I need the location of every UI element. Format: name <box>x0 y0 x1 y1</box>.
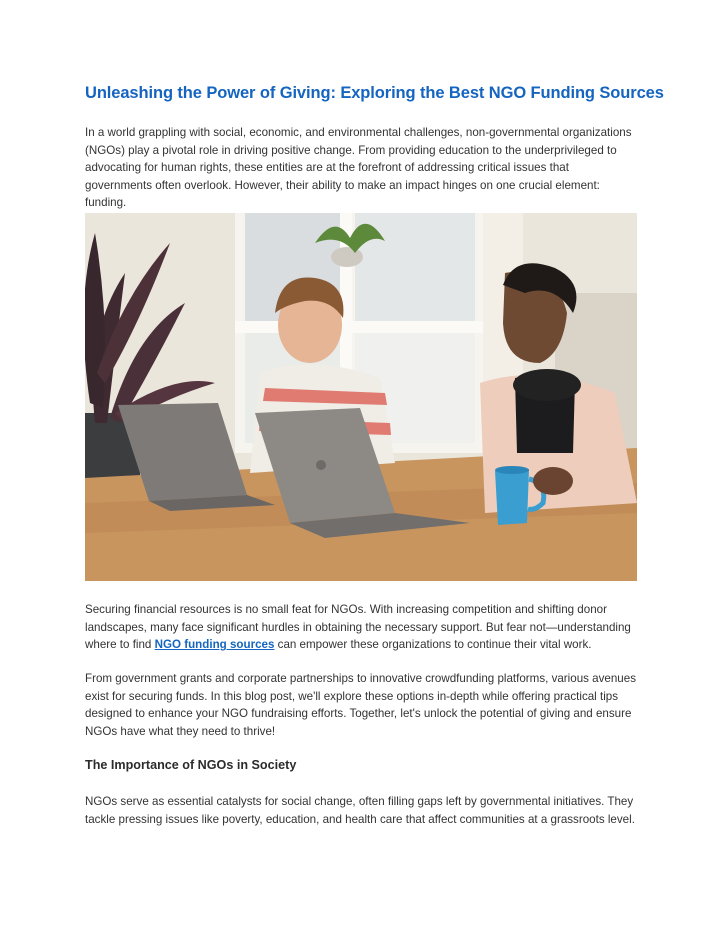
ngo-funding-sources-link[interactable]: NGO funding sources <box>154 638 275 651</box>
article-photo <box>85 213 637 581</box>
article-title: Unleashing the Power of Giving: Exploring the Best NGO Funding Sources <box>85 84 664 102</box>
funding-paragraph-end: can empower these organizations to continue their vital work. <box>274 638 592 651</box>
options-paragraph: From government grants and corporate partnerships to innovative crowdfunding platforms, various avenues exist for securing funds. In this blog post, we'll explore these options in-depth while offering practical tips designed to enhance your NGO fundraising efforts. Together, let's unlock the potential of giving and ensure NGOs have what they need to thrive! <box>85 672 636 738</box>
funding-paragraph <box>85 601 637 654</box>
intro-paragraph: In a world grappling with social, economic, and environmental challenges, non-governmental organizations (NGOs) play a pivotal role in driving positive change. From providing education to the underprivileged to advocating for human rights, these entities are at the forefront of addressing critical issues that governments often overlook. However, their ability to make an impact hinges on one crucial element: funding. <box>85 126 632 209</box>
importance-paragraph: NGOs serve as essential catalysts for social change, often filling gaps left by governmental initiatives. They tackle pressing issues like poverty, education, and health care that affect communities at a grassroots level. <box>85 795 635 826</box>
section-heading: The Importance of NGOs in Society <box>85 758 297 772</box>
funding-paragraph-start: Securing financial resources is no small feat for NGOs. With increasing competition and shifting donor landscapes, many face significant hurdles in obtaining the necessary support. But fear not—understanding where to find <box>85 603 631 651</box>
